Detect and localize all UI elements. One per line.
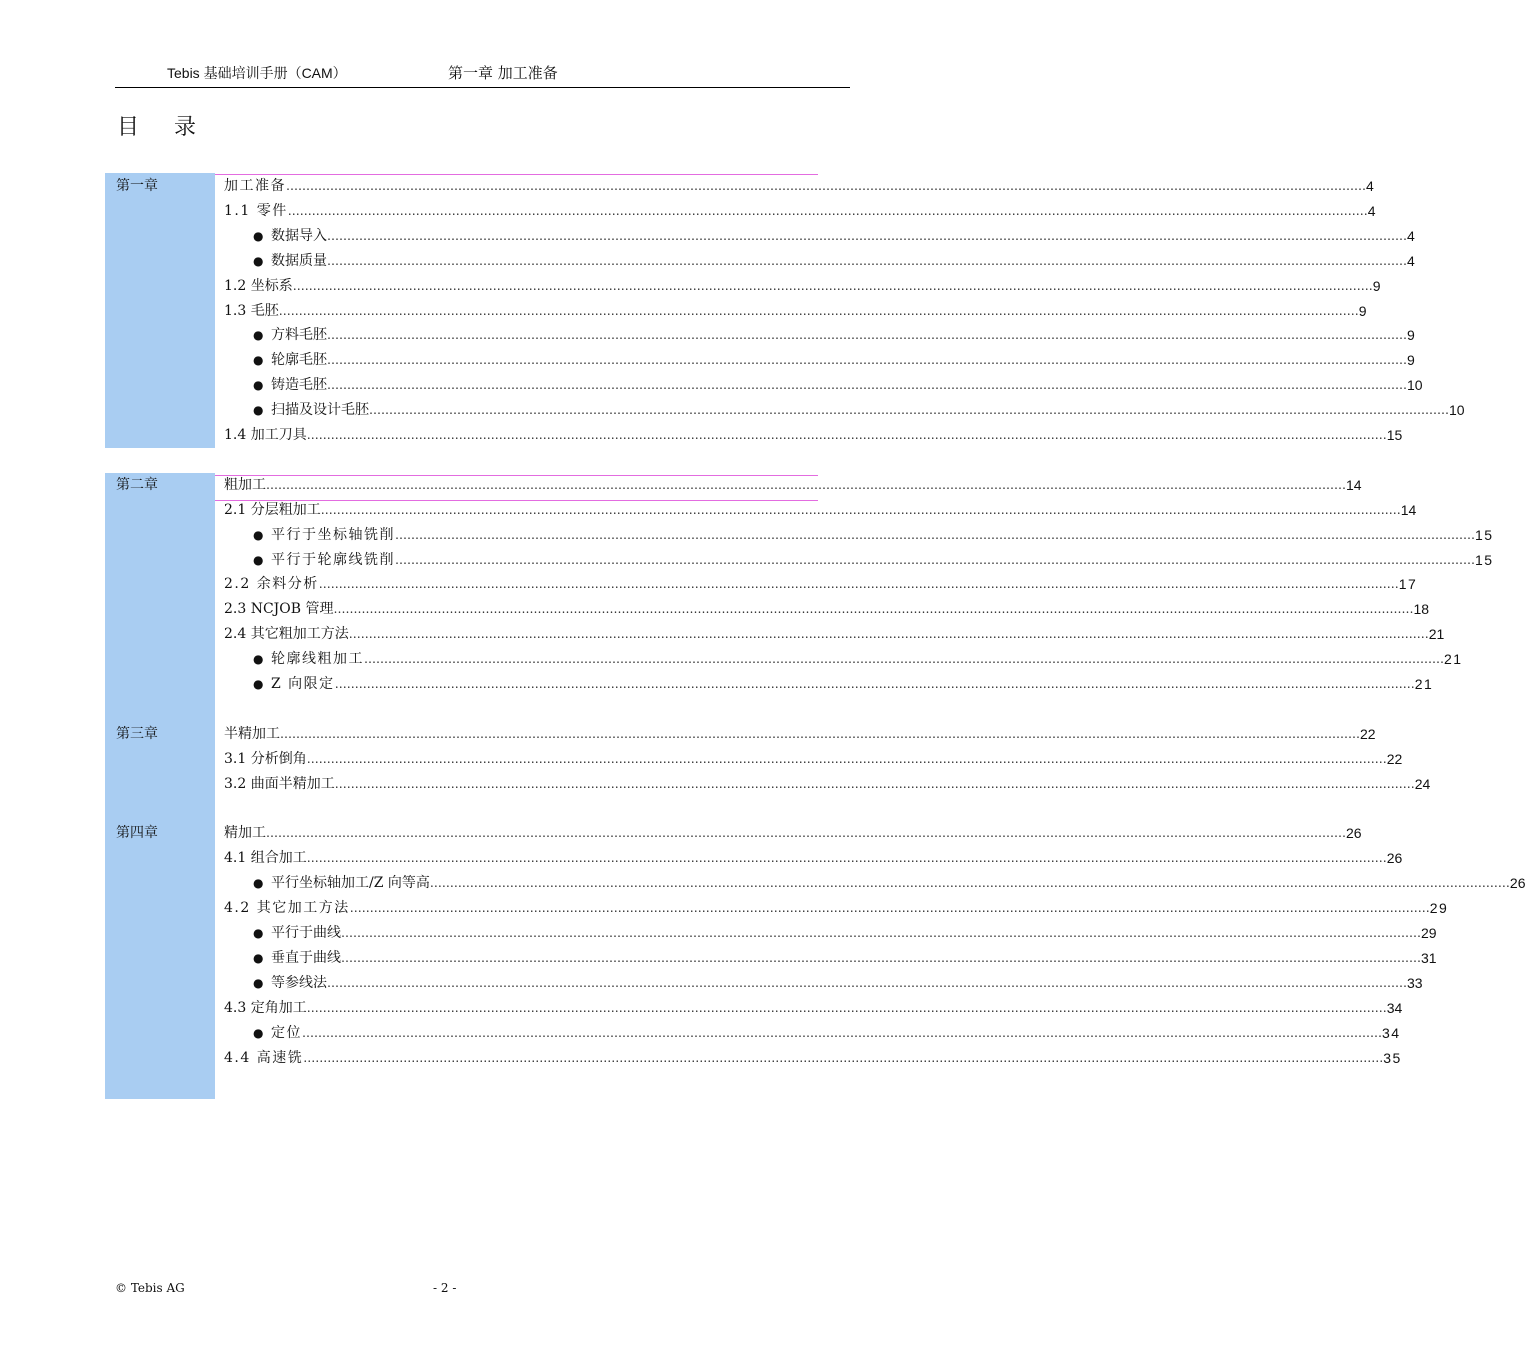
toc-entry[interactable] (224, 498, 1417, 523)
page-header (115, 60, 850, 88)
toc-entry-title: 加工准备 (224, 178, 286, 194)
copyright-notice: © Tebis AG (115, 1281, 185, 1295)
dot-leader: ……………………………………………………………………………………………………………………………………………………………………………………………………………………………………………… (266, 477, 1346, 492)
toc-entry-title: 轮廓线粗加工 (271, 651, 364, 668)
toc-subentry[interactable] (253, 348, 1415, 373)
toc-entry[interactable] (224, 772, 1431, 797)
toc-subentry[interactable] (253, 1021, 1401, 1046)
chapter-label: 第一章 (116, 178, 158, 194)
dot-leader: ……………………………………………………………………………………………………………………………………………………………………………………………………………………………………………… (364, 652, 1444, 667)
toc-subentry[interactable] (253, 647, 1463, 672)
toc-entry[interactable] (224, 299, 1367, 324)
dot-leader: ……………………………………………………………………………………………………………………………………………………………………………………………………………………………………………… (349, 901, 1430, 916)
toc-entry-title: 4.3 定角加工 (224, 999, 307, 1016)
toc-entry-title: 数据质量 (271, 252, 327, 269)
toc-entry[interactable] (224, 199, 1378, 224)
toc-entry-page: 31 (1421, 949, 1437, 966)
dot-leader: ……………………………………………………………………………………………………………………………………………………………………………………………………………………………………………… (429, 876, 1510, 891)
toc-subentry[interactable] (253, 373, 1423, 398)
toc-entry-page: 15 (1386, 427, 1403, 443)
table-of-contents (105, 173, 1525, 1099)
toc-subentry[interactable] (253, 971, 1423, 996)
toc-entry-title: 扫描及设计毛胚 (271, 402, 369, 419)
toc-entry-title: 垂直于曲线 (271, 949, 341, 966)
toc-entry-page: 14 (1400, 501, 1417, 518)
dot-leader: ……………………………………………………………………………………………………………………………………………………………………………………………………………………………………………… (334, 776, 1415, 791)
bullet-icon: ● (253, 353, 264, 368)
dot-leader: ……………………………………………………………………………………………………………………………………………………………………………………………………………………………………………… (327, 228, 1407, 243)
running-chapter-title: 第一章 加工准备 (448, 64, 558, 82)
dot-leader: ……………………………………………………………………………………………………………………………………………………………………………………………………………………………………………… (369, 403, 1449, 418)
dot-leader: ……………………………………………………………………………………………………………………………………………………………………………………………………………………………………………… (286, 179, 1366, 193)
dot-leader: ……………………………………………………………………………………………………………………………………………………………………………………………………………………………………………… (341, 950, 1421, 965)
toc-entry-page: 9 (1407, 352, 1415, 369)
bullet-icon: ● (253, 378, 264, 393)
toc-entry-page: 21 (1414, 676, 1434, 692)
toc-entry-page: 33 (1407, 974, 1423, 991)
toc-entry-page: 17 (1398, 576, 1418, 593)
dot-leader: ……………………………………………………………………………………………………………………………………………………………………………………………………………………………………………… (306, 851, 1387, 866)
toc-entry-page: 34 (1382, 1024, 1401, 1041)
toc-entry[interactable] (224, 274, 1381, 299)
toc-entry-page: 9 (1407, 327, 1415, 344)
toc-entry[interactable] (224, 597, 1430, 622)
dot-leader: ……………………………………………………………………………………………………………………………………………………………………………………………………………………………………………… (280, 726, 1360, 741)
toc-entry-title: 精加工 (224, 825, 266, 842)
bullet-icon: ● (253, 328, 264, 343)
toc-entry-title: 平行坐标轴加工/Z 向等高 (271, 875, 430, 892)
sidebar-gap (105, 448, 215, 473)
chapter-label: 第二章 (116, 476, 158, 493)
dot-leader: ……………………………………………………………………………………………………………………………………………………………………………………………………………………………………………… (334, 677, 1415, 691)
toc-entry-page: 26 (1386, 850, 1403, 867)
toc-entry-title: 3.2 曲面半精加工 (224, 775, 335, 792)
toc-entry-page: 35 (1383, 1049, 1402, 1066)
toc-entry[interactable] (224, 622, 1445, 647)
dot-leader: ……………………………………………………………………………………………………………………………………………………………………………………………………………………………………………… (327, 378, 1407, 393)
toc-entry-page: 18 (1413, 601, 1430, 618)
bullet-icon: ● (253, 677, 264, 691)
dot-leader: ……………………………………………………………………………………………………………………………………………………………………………………………………………………………………………… (395, 552, 1475, 567)
toc-entry-page: 22 (1386, 750, 1403, 767)
toc-entry[interactable] (224, 747, 1403, 772)
toc-entry-title: 3.1 分析倒角 (224, 750, 307, 767)
toc-entry[interactable] (224, 821, 1362, 846)
toc-entry-title: 等参线法 (271, 974, 327, 991)
chapter-label: 第三章 (116, 725, 158, 742)
toc-entry-title: 4.4 高速铣 (224, 1049, 304, 1066)
toc-subentry[interactable] (253, 921, 1437, 946)
toc-entry-title: 1.1 零件 (224, 202, 288, 219)
dot-leader: ……………………………………………………………………………………………………………………………………………………………………………………………………………………………………………… (318, 577, 1399, 592)
dot-leader: ……………………………………………………………………………………………………………………………………………………………………………………………………………………………………………… (348, 627, 1429, 642)
toc-heading: 目 录 (117, 115, 210, 140)
toc-entry-page: 22 (1360, 725, 1376, 742)
toc-subentry[interactable] (253, 398, 1465, 423)
dot-leader: ……………………………………………………………………………………………………………………………………………………………………………………………………………………………………………… (306, 428, 1387, 442)
toc-entry-title: 2.4 其它粗加工方法 (224, 626, 349, 643)
toc-subentry[interactable] (253, 672, 1434, 697)
dot-leader: ……………………………………………………………………………………………………………………………………………………………………………………………………………………………………………… (395, 527, 1475, 542)
toc-entry-page: 29 (1421, 925, 1437, 941)
bullet-icon: ● (253, 403, 264, 418)
toc-entry-title: 2.3 NCJOB 管理 (224, 601, 334, 618)
toc-entry-page: 4 (1407, 227, 1415, 244)
toc-entry-title: 2.1 分层粗加工 (224, 501, 321, 518)
toc-entry-page: 10 (1449, 402, 1465, 419)
toc-entry-page: 15 (1475, 551, 1494, 568)
dot-leader: ……………………………………………………………………………………………………………………………………………………………………………………………………………………………………………… (327, 975, 1407, 990)
toc-subentry[interactable] (253, 548, 1494, 573)
toc-entry-title: 半精加工 (224, 725, 280, 742)
dot-leader: ……………………………………………………………………………………………………………………………………………………………………………………………………………………………………………… (306, 751, 1387, 766)
toc-entry-title: 4.1 组合加工 (224, 850, 307, 867)
dot-leader: ……………………………………………………………………………………………………………………………………………………………………………………………………………………………………………… (327, 328, 1407, 343)
toc-subentry[interactable] (253, 224, 1415, 249)
toc-entry[interactable] (224, 473, 1362, 498)
toc-entry[interactable] (224, 174, 1376, 199)
toc-entry-page: 24 (1414, 775, 1431, 792)
toc-entry-page: 9 (1372, 277, 1381, 294)
dot-leader: ……………………………………………………………………………………………………………………………………………………………………………………………………………………………………………… (287, 203, 1368, 218)
toc-entry-page: 4 (1367, 202, 1378, 219)
toc-entry-title: 1.2 坐标系 (224, 277, 293, 294)
toc-subentry[interactable] (253, 323, 1415, 348)
toc-entry-title: Z 向限定 (271, 676, 335, 692)
toc-entry-page: 34 (1386, 999, 1403, 1016)
toc-entry-title: 1.3 毛胚 (224, 302, 279, 319)
bullet-icon: ● (253, 552, 264, 567)
bullet-icon: ● (253, 1025, 264, 1040)
toc-entry-title: 1.4 加工刀具 (224, 427, 307, 443)
dot-leader: ……………………………………………………………………………………………………………………………………………………………………………………………………………………………………………… (302, 1025, 1382, 1040)
bullet-icon: ● (253, 652, 264, 667)
toc-entry[interactable] (224, 1046, 1402, 1071)
page-number: - 2 - (433, 1281, 457, 1295)
toc-entry-page: 26 (1346, 825, 1362, 842)
dot-leader: ……………………………………………………………………………………………………………………………………………………………………………………………………………………………………………… (333, 602, 1414, 617)
toc-entry-page: 9 (1358, 302, 1367, 319)
toc-subentry[interactable] (253, 871, 1525, 896)
dot-leader: ……………………………………………………………………………………………………………………………………………………………………………………………………………………………………………… (303, 1050, 1384, 1065)
toc-entry-page: 29 (1429, 900, 1449, 917)
bullet-icon: ● (253, 975, 264, 990)
toc-entry-page: 14 (1346, 476, 1362, 493)
bullet-icon: ● (253, 527, 264, 542)
toc-entry[interactable] (224, 846, 1403, 871)
toc-entry-page: 26 (1509, 875, 1525, 892)
toc-entry[interactable] (224, 423, 1403, 448)
toc-entry-page: 10 (1407, 377, 1423, 394)
bullet-icon: ● (253, 876, 264, 891)
toc-subentry[interactable] (253, 523, 1494, 548)
toc-entry-title: 方料毛胚 (271, 327, 327, 344)
toc-entry-title: 平行于轮廓线铣削 (271, 551, 395, 568)
dot-leader: ……………………………………………………………………………………………………………………………………………………………………………………………………………………………………………… (320, 502, 1401, 517)
chapter-sidebar (105, 173, 215, 1099)
bullet-icon: ● (253, 950, 264, 965)
toc-entry[interactable] (224, 572, 1418, 597)
bullet-icon: ● (253, 253, 264, 268)
toc-entry[interactable] (224, 722, 1376, 747)
dot-leader: ……………………………………………………………………………………………………………………………………………………………………………………………………………………………………………… (266, 826, 1346, 841)
dot-leader: ……………………………………………………………………………………………………………………………………………………………………………………………………………………………………………… (341, 926, 1421, 940)
dot-leader: ……………………………………………………………………………………………………………………………………………………………………………………………………………………………………………… (327, 353, 1407, 368)
toc-entry-page: 21 (1444, 651, 1463, 668)
toc-entry-title: 粗加工 (224, 476, 266, 493)
toc-subentry[interactable] (253, 249, 1415, 274)
dot-leader: ……………………………………………………………………………………………………………………………………………………………………………………………………………………………………………… (292, 278, 1373, 293)
toc-entry-title: 平行于曲线 (271, 925, 341, 941)
toc-entry-page: 15 (1475, 526, 1494, 543)
toc-entry[interactable] (224, 996, 1403, 1021)
toc-entry-title: 平行于坐标轴铣削 (271, 526, 395, 543)
bullet-icon: ● (253, 228, 264, 243)
dot-leader: ……………………………………………………………………………………………………………………………………………………………………………………………………………………………………………… (278, 303, 1359, 318)
toc-entry-page: 4 (1366, 178, 1376, 194)
toc-entry-title: 定位 (271, 1024, 302, 1041)
toc-subentry[interactable] (253, 946, 1437, 971)
toc-entry-page: 21 (1428, 626, 1445, 643)
toc-entry-title: 2.2 余料分析 (224, 576, 319, 593)
bullet-icon: ● (253, 926, 264, 940)
document-title: Tebis 基础培训手册（CAM） (167, 65, 347, 81)
toc-entry-page: 4 (1407, 252, 1415, 269)
toc-entry-title: 数据导入 (271, 227, 327, 244)
toc-entry-title: 铸造毛胚 (271, 377, 327, 394)
toc-entry-title: 轮廓毛胚 (271, 352, 327, 369)
chapter-label: 第四章 (116, 825, 158, 842)
toc-entry-title: 4.2 其它加工方法 (224, 900, 350, 917)
toc-entry[interactable] (224, 896, 1449, 921)
dot-leader: ……………………………………………………………………………………………………………………………………………………………………………………………………………………………………………… (306, 1000, 1387, 1015)
dot-leader: ……………………………………………………………………………………………………………………………………………………………………………………………………………………………………………… (327, 253, 1407, 268)
